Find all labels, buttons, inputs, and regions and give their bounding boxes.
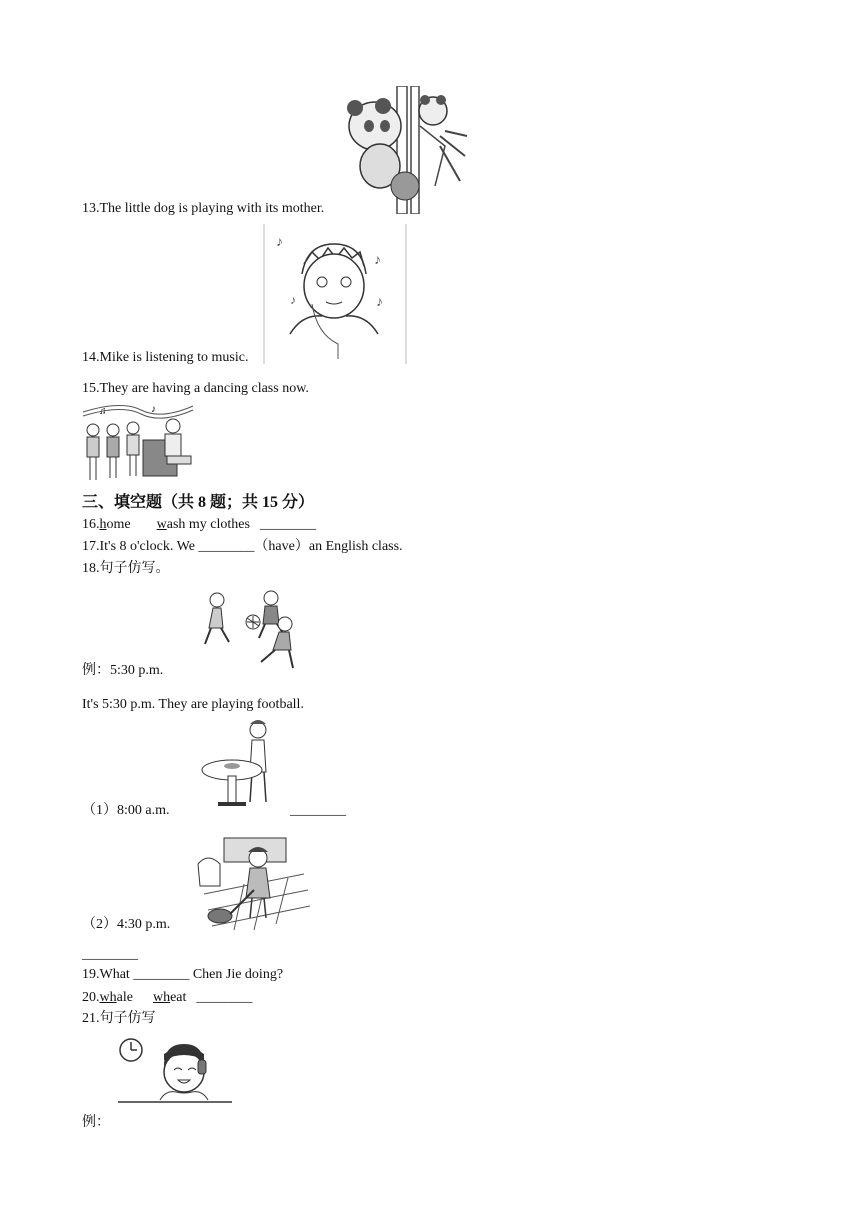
question-19-prefix: 19.What xyxy=(82,967,134,982)
question-16-word1-rest: ome xyxy=(106,517,131,532)
question-20-word1-rest: ale xyxy=(116,990,133,1005)
question-13: 13.The little dog is playing with its mother. xyxy=(82,201,325,216)
question-16-word2-underlined: w xyxy=(156,517,167,532)
question-20-number: 20. xyxy=(82,990,100,1005)
question-16-word1-underlined: h xyxy=(99,517,107,532)
question-14: 14.Mike is listening to music. xyxy=(82,350,249,365)
svg-text:♪: ♪ xyxy=(374,253,381,268)
question-18-item-1: （1）8:00 a.m. xyxy=(82,803,170,818)
question-18-example-label: 例：5:30 p.m. xyxy=(82,663,164,678)
boy-at-table-image xyxy=(200,716,278,808)
question-19-suffix: Chen Jie doing? xyxy=(189,967,284,982)
question-19 xyxy=(82,966,283,984)
football-players-image xyxy=(203,588,299,672)
question-21-example-label: 例： xyxy=(82,1115,110,1130)
question-17-blank[interactable]: ________ xyxy=(198,539,255,554)
question-20-word2-rest: eat xyxy=(170,990,187,1005)
question-16-number: 16. xyxy=(82,517,100,532)
svg-text:♪: ♪ xyxy=(376,295,383,310)
question-17-suffix: （have）an English class. xyxy=(254,539,403,554)
question-18-item-1-blank[interactable]: ________ xyxy=(290,803,346,818)
question-21-title: 21.句子仿写 xyxy=(82,1011,156,1026)
question-18-example-answer: It's 5:30 p.m. They are playing football. xyxy=(82,697,304,712)
girl-headphones-clock-image xyxy=(116,1036,234,1108)
svg-text:♪: ♪ xyxy=(151,404,156,415)
question-20-blank[interactable]: ________ xyxy=(196,990,253,1005)
question-16-blank[interactable]: ________ xyxy=(259,517,316,532)
question-17 xyxy=(82,538,403,556)
question-18-title: 18.句子仿写。 xyxy=(82,561,170,576)
svg-text:♪: ♪ xyxy=(276,235,283,250)
section-3-title: 三、填空题（共 8 题；共 15 分） xyxy=(82,494,315,511)
question-19-blank[interactable]: ________ xyxy=(133,967,190,982)
question-18-item-2-blank[interactable]: ________ xyxy=(82,947,138,962)
question-15: 15.They are having a dancing class now. xyxy=(82,381,309,396)
question-20 xyxy=(82,989,252,1007)
girl-cleaning-image xyxy=(194,834,310,930)
boy-listening-music-image xyxy=(262,224,408,364)
panda-bamboo-image xyxy=(345,86,471,214)
dancing-class-image xyxy=(81,400,195,486)
svg-text:♪: ♪ xyxy=(290,293,296,307)
question-18-item-2: （2）4:30 p.m. xyxy=(82,917,171,932)
question-16-word2-rest: ash my clothes xyxy=(166,517,250,532)
question-16 xyxy=(82,516,316,534)
question-20-word2-underlined: wh xyxy=(152,990,171,1005)
question-20-word1-underlined: wh xyxy=(99,990,117,1005)
question-17-prefix: 17.It's 8 o'clock. We xyxy=(82,539,199,554)
svg-text:♫: ♫ xyxy=(99,406,107,417)
